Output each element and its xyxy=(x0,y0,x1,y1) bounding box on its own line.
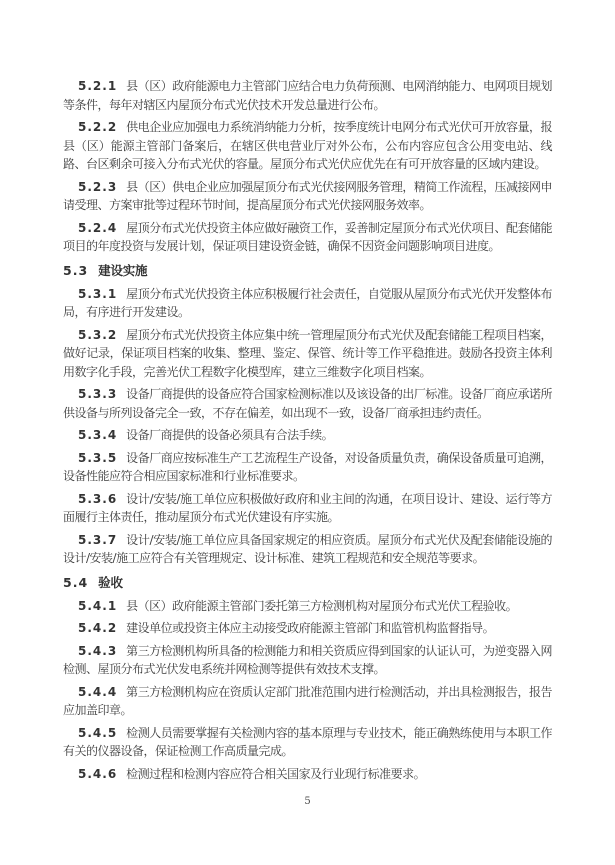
clause-number: 5.3.7 xyxy=(78,532,118,547)
clause-text: 县（区）政府能源主管部门委托第三方检测机构对屋顶分布式光伏工程验收。 xyxy=(126,598,518,613)
clause-text: 第三方检测机构应在资质认定部门批准范围内进行检测活动，并出具检测报告，报告应加盖印章。 xyxy=(63,684,552,717)
clause-text: 检测过程和检测内容应符合相关国家及行业现行标准要求。 xyxy=(126,766,426,781)
clause-number: 5.4.5 xyxy=(78,725,118,740)
clause-paragraph xyxy=(63,385,552,422)
document-body xyxy=(63,77,552,787)
section-title: 验收 xyxy=(98,574,123,590)
clause-paragraph xyxy=(63,683,552,720)
clause-text: 县（区）供电企业应加强屋顶分布式光伏接网服务管理，精简工作流程，压减接网申请受理、方案审批等过程环节时间，提高屋顶分布式光伏接网服务效率。 xyxy=(63,179,552,212)
clause-paragraph xyxy=(63,449,552,486)
clause-text: 第三方检测机构所具备的检测能力和相关资质应得到国家的认证认可，为逆变器入网检测、屋顶分布式光伏发电系统并网检测等提供有效技术支撑。 xyxy=(63,643,552,676)
clause-paragraph xyxy=(63,219,552,256)
section-heading xyxy=(63,573,552,592)
clause-paragraph xyxy=(63,285,552,322)
clause-paragraph xyxy=(63,724,552,761)
clause-number: 5.2.3 xyxy=(78,179,118,194)
clause-text: 屋顶分布式光伏投资主体应集中统一管理屋顶分布式光伏及配套储能工程项目档案，做好记录，保证项目档案的收集、整理、鉴定、保管、统计等工作平稳推进。鼓励各投资主体利用数字化手段，完善光伏工程数字化模型库，建立三维数字化项目档案。 xyxy=(63,327,552,379)
clause-paragraph xyxy=(63,597,552,616)
clause-text: 屋顶分布式光伏投资主体应做好融资工作，妥善制定屋顶分布式光伏项目、配套储能项目的年度投资与发展计划，保证项目建设资金链，确保不因资金问题影响项目进度。 xyxy=(63,220,552,253)
clause-number: 5.2.2 xyxy=(78,120,118,134)
clause-number: 5.2.4 xyxy=(78,220,118,235)
clause-number: 5.2.1 xyxy=(78,79,118,93)
clause-number: 5.4.1 xyxy=(78,598,118,613)
clause-text: 建设单位或投资主体应主动接受政府能源主管部门和监管机构监督指导。 xyxy=(126,621,495,635)
clause-text: 屋顶分布式光伏投资主体应积极履行社会责任，自觉服从屋顶分布式光伏开发整体布局，有序进行开发建设。 xyxy=(63,286,552,319)
clause-number: 5.3.3 xyxy=(78,387,118,401)
clause-text: 县（区）政府能源电力主管部门应结合电力负荷预测、电网消纳能力、电网项目规划等条件，每年对辖区内屋顶分布式光伏技术开发总量进行公布。 xyxy=(63,79,552,112)
section-number: 5.3 xyxy=(63,262,89,278)
clause-text: 设备厂商提供的设备应符合国家检测标准以及该设备的出厂标准。设备厂商应承诺所供设备与所列设备完全一致，不存在偏差，如出现不一致，设备厂商承担违约责任。 xyxy=(63,387,552,420)
clause-paragraph xyxy=(63,77,552,114)
clause-paragraph xyxy=(63,326,552,382)
clause-text: 设计/安装/施工单位应具备国家规定的相应资质。屋顶分布式光伏及配套储能设施的设计/安装/施工应符合有关管理规定、设计标准、建筑工程规范和安全规范等要求。 xyxy=(63,532,552,565)
clause-number: 5.4.3 xyxy=(78,643,118,658)
clause-text: 供电企业应加强电力系统消纳能力分析，按季度统计电网分布式光伏可开放容量，报县（区）能源主管部门备案后，在辖区供电营业厅对外公布，公布内容应包含公用变电站、线路、台区剩余可接入分布式光伏的容量。屋顶分布式光伏应优先在有可开放容量的区域内建设。 xyxy=(63,120,552,171)
clause-number: 5.3.5 xyxy=(78,450,118,465)
clause-text: 设备厂商应按标准生产工艺流程生产设备，对设备质量负责，确保设备质量可追溯，设备性能应符合相应国家标准和行业标准要求。 xyxy=(63,450,552,483)
section-title: 建设实施 xyxy=(98,262,148,278)
clause-number: 5.4.4 xyxy=(78,684,118,699)
clause-number: 5.3.4 xyxy=(78,428,118,442)
clause-paragraph xyxy=(63,531,552,568)
clause-paragraph xyxy=(63,490,552,527)
clause-paragraph xyxy=(63,178,552,215)
clause-text: 检测人员需要掌握有关检测内容的基本原理与专业技术，能正确熟练使用与本职工作有关的仪器设备，保证检测工作高质量完成。 xyxy=(63,725,552,758)
section-heading xyxy=(63,261,552,280)
clause-number: 5.3.6 xyxy=(78,491,118,506)
clause-number: 5.3.2 xyxy=(78,327,118,342)
section-number: 5.4 xyxy=(63,574,89,590)
clause-paragraph xyxy=(63,118,552,174)
clause-number: 5.4.2 xyxy=(78,621,118,635)
page-number: 5 xyxy=(304,796,311,807)
clause-text: 设计/安装/施工单位应积极做好政府和业主间的沟通，在项目设计、建设、运行等方面履行主体责任，推动屋顶分布式光伏建设有序实施。 xyxy=(63,491,552,524)
clause-text: 设备厂商提供的设备必须具有合法手续。 xyxy=(126,428,334,442)
clause-number: 5.4.6 xyxy=(78,766,118,781)
clause-paragraph xyxy=(63,426,552,445)
clause-paragraph xyxy=(63,619,552,638)
clause-paragraph xyxy=(63,765,552,784)
clause-number: 5.3.1 xyxy=(78,286,118,301)
clause-paragraph xyxy=(63,642,552,679)
